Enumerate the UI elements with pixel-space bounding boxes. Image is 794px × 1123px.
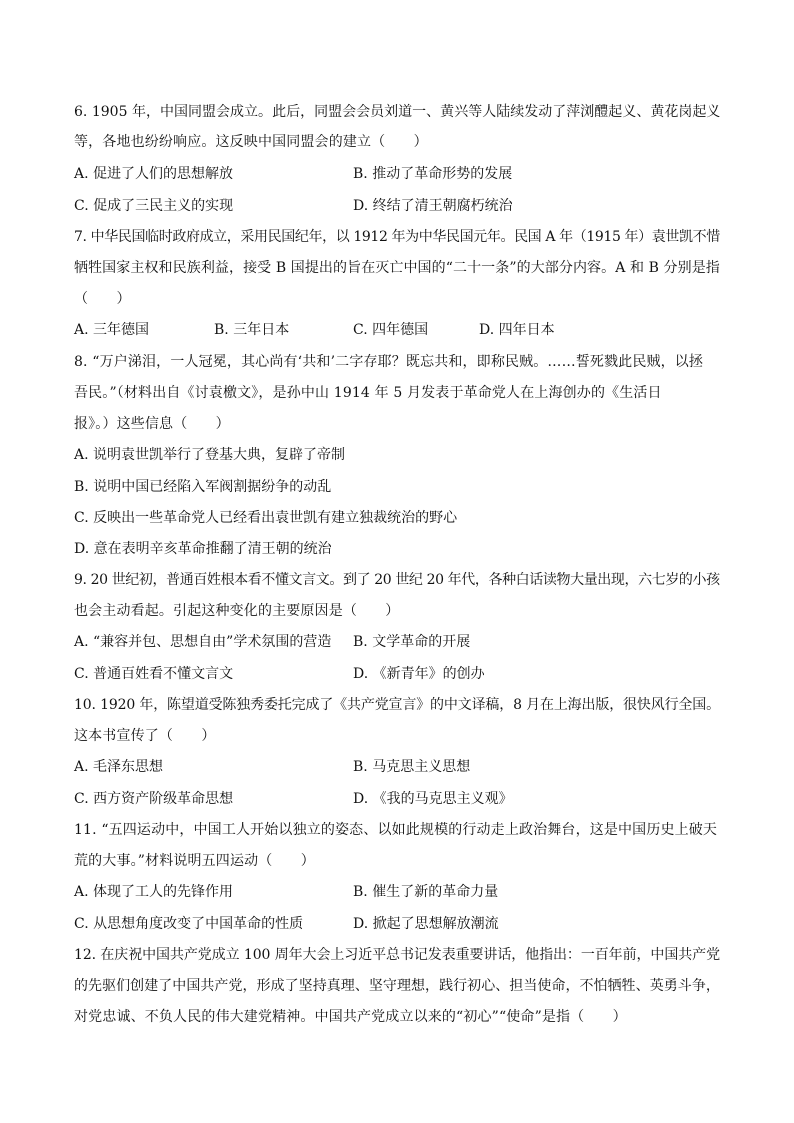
question-10-option-d: D. 《我的马克思主义观》 <box>353 791 513 807</box>
question-9-stem-line-1: 9. 20 世纪初，普通百姓根本看不懂文言文。到了 20 世纪 20 年代，各种白话读物大量出现，六七岁的小孩 <box>74 572 720 588</box>
question-10-option-c: C. 西方资产阶级革命思想 <box>74 791 234 807</box>
question-12-stem-line-1: 12. 在庆祝中国共产党成立 100 周年大会上习近平总书记发表重要讲话，他指出：一百年前，中国共产党 <box>74 947 720 963</box>
question-7-option-c: C. 四年德国 <box>353 322 429 338</box>
question-10-option-a: A. 毛泽东思想 <box>74 759 164 775</box>
question-11-stem-line-1: 11. “五四运动中，中国工人开始以独立的姿态、以如此规模的行动走上政治舞台，这是中国历史上破天 <box>74 822 718 838</box>
question-12-stem-line-3: 对党忠诚、不负人民的伟大建党精神。中国共产党成立以来的“初心”“使命”是指（ ） <box>74 1009 627 1025</box>
question-6-option-d: D. 终结了清王朝腐朽统治 <box>353 198 513 214</box>
question-9-option-d: D. 《新青年》的创办 <box>353 666 485 682</box>
question-8-stem-line-1: 8. “万户涕泪，一人冠冕，其心尚有‘共和’二字存耶？既忘共和，即称民贼。……誓死戮此民贼，以拯 <box>74 354 704 370</box>
question-7-stem-line-3: （ ） <box>74 291 131 307</box>
question-11-option-d: D. 掀起了思想解放潮流 <box>353 916 499 932</box>
question-7-stem-line-1: 7. 中华民国临时政府成立，采用民国纪年，以 1912 年为中华民国元年。民国 A 年（1915 年）袁世凯不惜 <box>74 229 720 245</box>
question-12-stem-line-2: 的先驱们创建了中国共产党，形成了坚持真理、坚守理想，践行初心、担当使命，不怕牺牲、英勇斗争， <box>74 978 720 994</box>
question-10-stem-line-2: 这本书宣传了（ ） <box>74 728 216 744</box>
question-11-option-b: B. 催生了新的革命力量 <box>353 884 499 900</box>
question-7-option-d: D. 四年日本 <box>479 322 555 338</box>
question-8-stem-line-2: 吾民。”（材料出自《讨袁檄文》，是孙中山 1914 年 5 月发表于革命党人在上海创办的《生活日 <box>74 385 662 401</box>
question-7-stem-line-2: 牺牲国家主权和民族利益，接受 B 国提出的旨在灭亡中国的“二十一条”的大部分内容。A 和 B 分别是指 <box>74 260 720 276</box>
question-9-option-c: C. 普通百姓看不懂文言文 <box>74 666 234 682</box>
question-7-option-b: B. 三年日本 <box>214 322 290 338</box>
question-11-stem-line-2: 荒的大事。”材料说明五四运动（ ） <box>74 853 315 869</box>
question-10-stem-line-1: 10. 1920 年，陈望道受陈独秀委托完成了《共产党宣言》的中文译稿，8 月在上海出版，很快风行全国。 <box>74 697 720 713</box>
question-8-option-c: C. 反映出一些革命党人已经看出袁世凯有建立独裁统治的野心 <box>74 510 458 526</box>
question-6-stem-line-2: 等，各地也纷纷响应。这反映中国同盟会的建立（ ） <box>74 134 428 150</box>
question-10-option-b: B. 马克思主义思想 <box>353 759 471 775</box>
question-8-stem-line-3: 报》。）这些信息（ ） <box>74 416 230 432</box>
question-6-option-c: C. 促成了三民主义的实现 <box>74 198 234 214</box>
question-8-option-b: B. 说明中国已经陷入军阀割据纷争的动乱 <box>74 479 332 495</box>
question-6-option-b: B. 推动了革命形势的发展 <box>353 166 513 182</box>
question-9-stem-line-2: 也会主动看起。引起这种变化的主要原因是（ ） <box>74 603 400 619</box>
question-9-option-a: A. “兼容并包、思想自由”学术氛围的营造 <box>74 634 332 650</box>
question-6-option-a: A. 促进了人们的思想解放 <box>74 166 234 182</box>
question-11-option-c: C. 从思想角度改变了中国革命的性质 <box>74 916 304 932</box>
question-8-option-a: A. 说明袁世凯举行了登基大典，复辟了帝制 <box>74 447 346 463</box>
question-7-option-a: A. 三年德国 <box>74 322 150 338</box>
question-6-stem-line-1: 6. 1905 年，中国同盟会成立。此后，同盟会会员刘道一、黄兴等人陆续发动了萍浏醴起义、黄花岗起义 <box>74 104 721 120</box>
question-9-option-b: B. 文学革命的开展 <box>353 634 471 650</box>
question-11-option-a: A. 体现了工人的先锋作用 <box>74 884 234 900</box>
question-8-option-d: D. 意在表明辛亥革命推翻了清王朝的统治 <box>74 541 332 557</box>
